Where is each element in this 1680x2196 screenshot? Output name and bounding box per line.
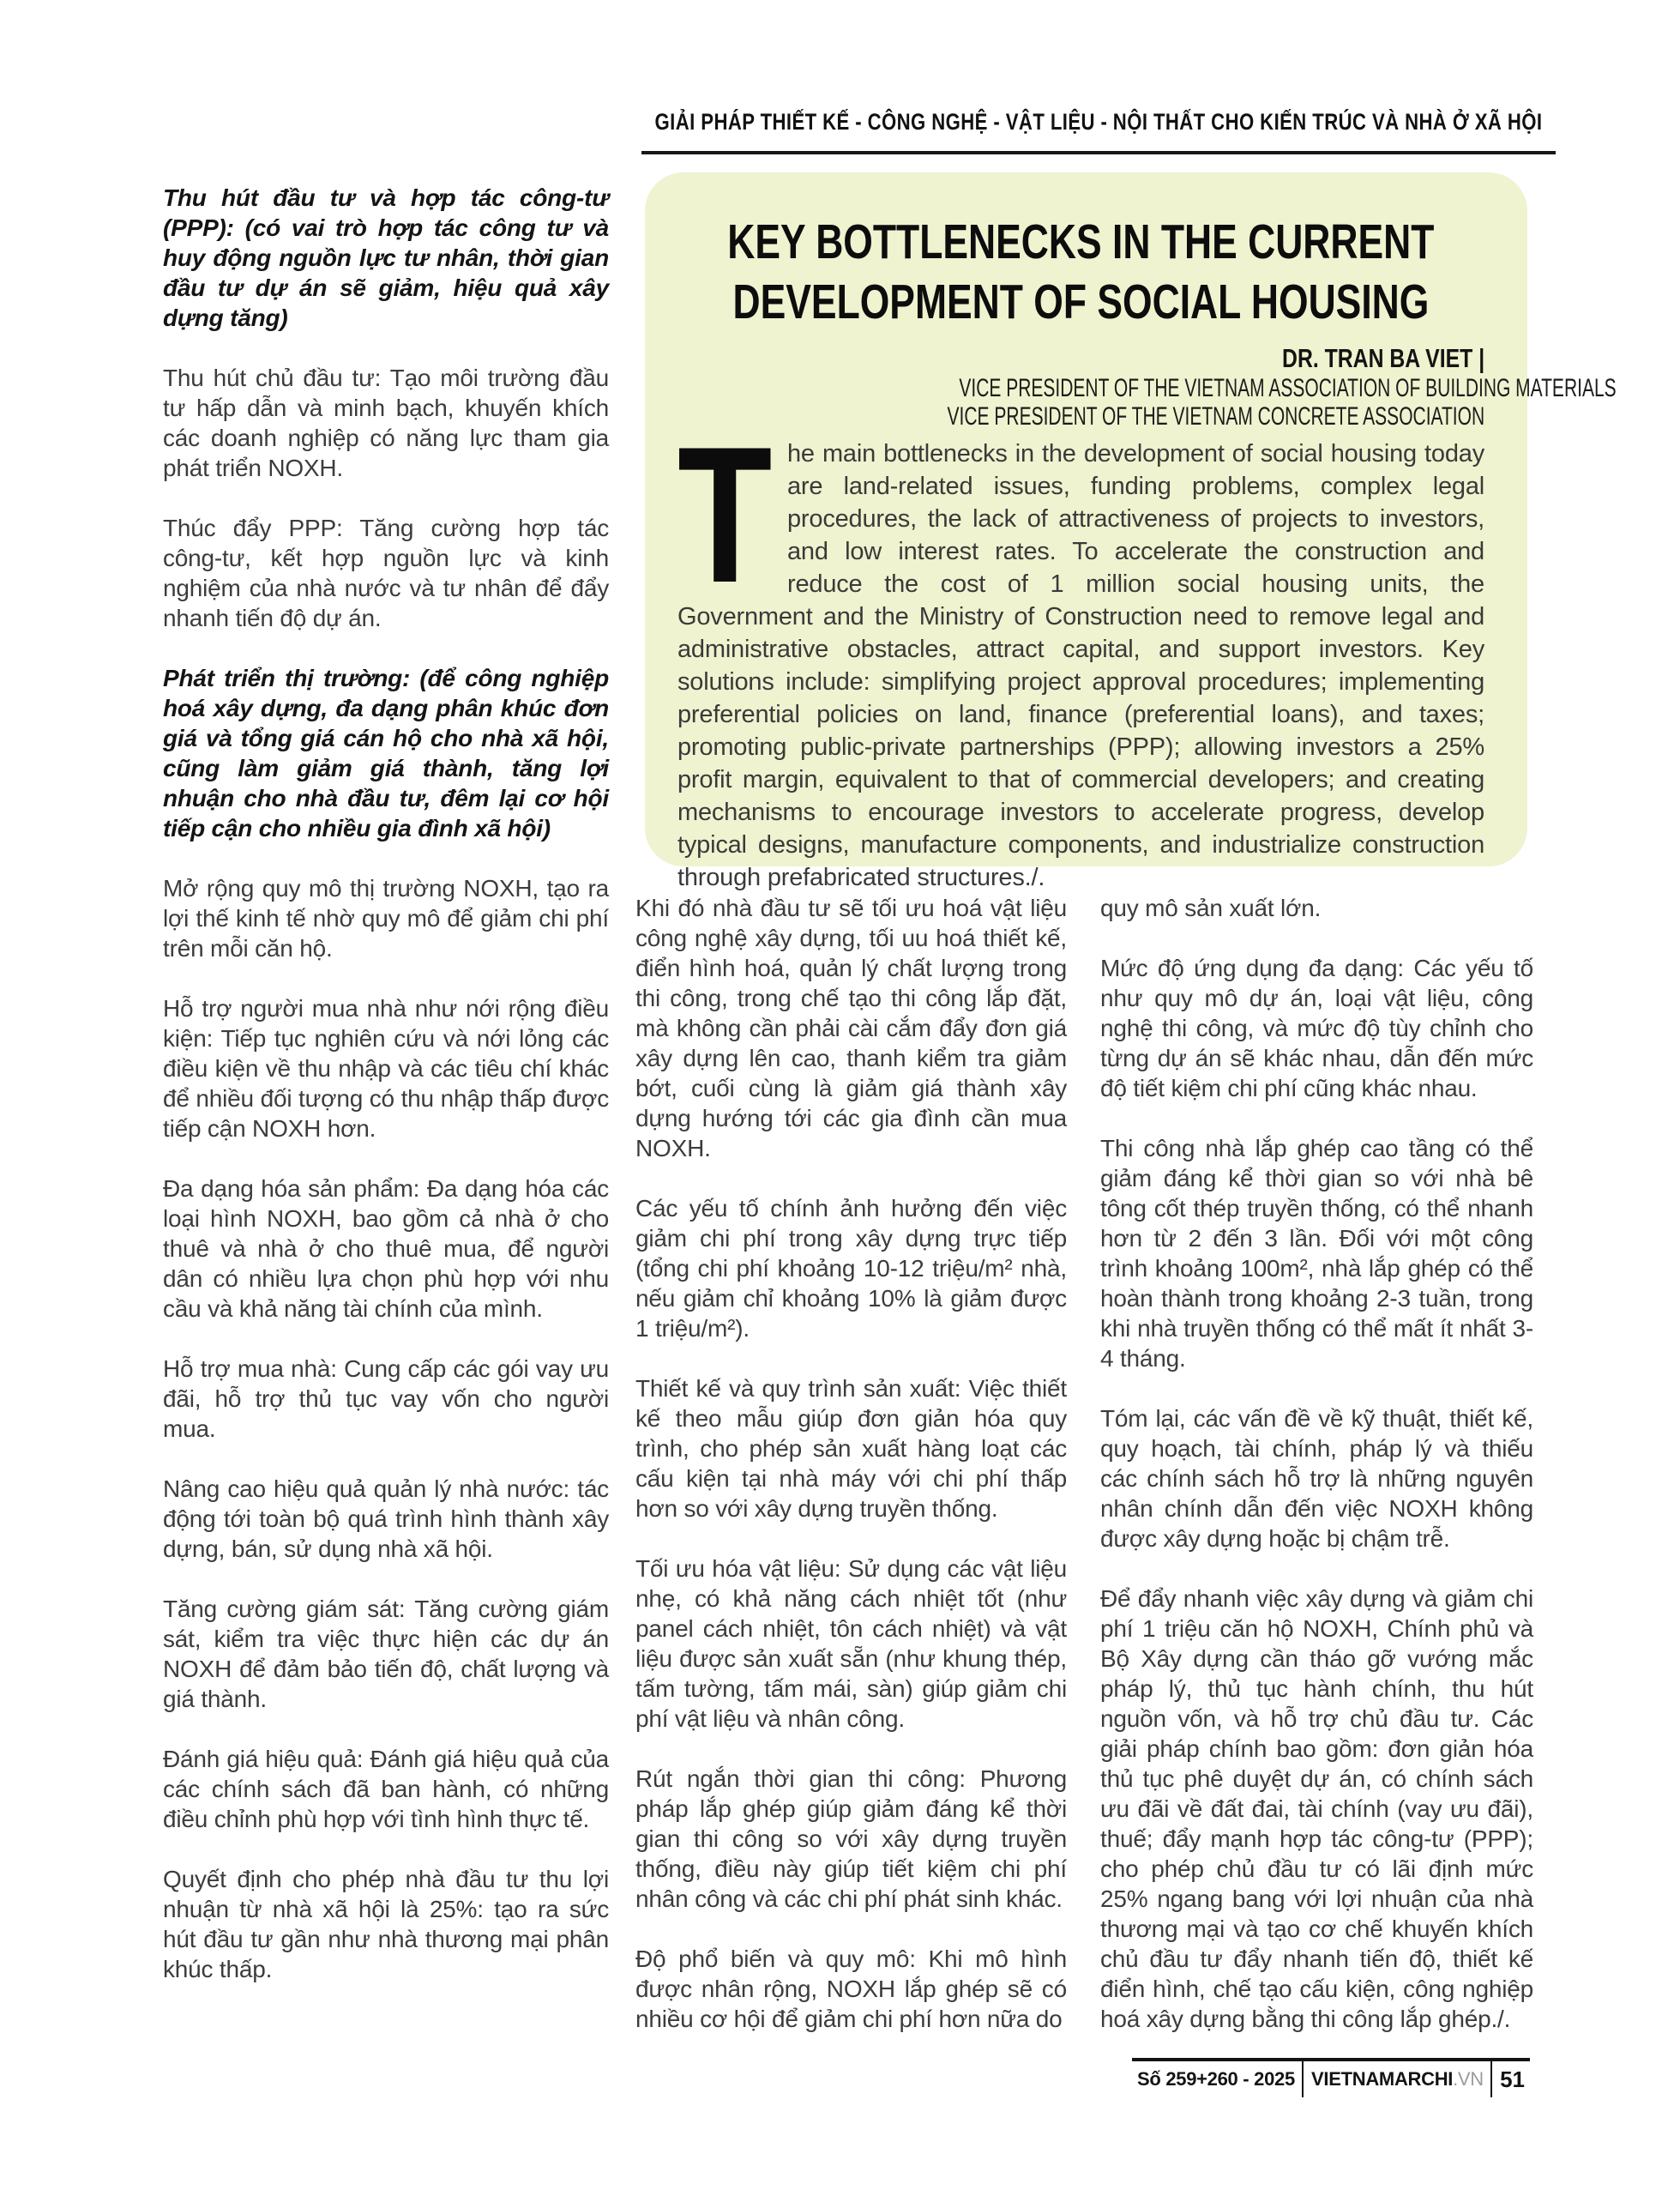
footer-site	[1311, 2068, 1484, 2090]
author-role-2	[677, 402, 1484, 431]
footer-site-name: VIETNAMARCHI	[1311, 2068, 1454, 2090]
article-title-line-2	[677, 272, 1484, 332]
paragraph: Hỗ trợ người mua nhà như nới rộng điều kiện: Tiếp tục nghiên cứu và nới lỏng các điều kiện về thu nhập và các tiêu chí khác để nhiều đối tượng có thu nhập thấp được tiếp cận NOXH hơn.	[163, 995, 609, 1142]
paragraph: Phát triển thị trường: (để công nghiệp hoá xây dựng, đa dạng phân khúc đơn giá và tổng giá cán hộ cho nhà xã hội, cũng làm giảm giá thành, tăng lợi nhuận cho nhà đầu tư, đêm lại cơ hội tiếp cận cho nhiều gia đình xã hội)	[163, 665, 609, 842]
paragraph: Khi đó nhà đầu tư sẽ tối ưu hoá vật liệu công nghệ xây dựng, tối uu hoá thiết kế, điển hình hoá, quản lý chất lượng trong thi công, trong chế tạo thi công lắp đặt, mà không cần phải cài cắm đẩy đơn giá xây dựng lên cao, thanh kiểm tra giảm bớt, cuối cùng là giảm giá thành xây dựng hướng tới các gia đình cần mua NOXH.	[635, 895, 1067, 1161]
author-name-text: DR. TRAN BA VIET |	[1281, 343, 1484, 373]
author-role-1	[677, 374, 1617, 402]
footer-page-number: 51	[1500, 2066, 1525, 2092]
article-title-text: KEY BOTTLENECKS IN THE CURRENT	[727, 214, 1435, 269]
author-role-text: VICE PRESIDENT OF THE VIETNAM ASSOCIATION OF BUILDING MATERIALS	[959, 374, 1617, 402]
footer-site-tld: .VN	[1453, 2068, 1484, 2090]
paragraph: Thu hút đầu tư và hợp tác công-tư (PPP): (có vai trò hợp tác công tư và huy động nguồn lực tư nhân, thời gian đầu tư dự án sẽ giảm, hiệu quả xây dựng tăng)	[163, 184, 609, 331]
abstract-box	[645, 172, 1617, 891]
footer-divider	[1490, 2061, 1492, 2097]
author-block	[677, 343, 1617, 431]
author-name	[677, 343, 1484, 374]
paragraph: Tăng cường giám sát: Tăng cường giám sát, kiểm tra việc thực hiện các dự án NOXH để đảm bảo tiến độ, chất lượng và giá thành.	[163, 1596, 609, 1712]
page-header	[641, 108, 1556, 154]
footer-divider	[1302, 2061, 1304, 2097]
page-header-title: GIẢI PHÁP THIẾT KẾ - CÔNG NGHỆ - VẬT LIỆU - NỘI THẤT CHO KIẾN TRÚC VÀ NHÀ Ở XÃ HỘI	[654, 109, 1543, 135]
paragraph: Thu hút chủ đầu tư: Tạo môi trường đầu tư hấp dẫn và minh bạch, khuyến khích các doanh nghiệp có năng lực tham gia phát triển NOXH.	[163, 365, 609, 481]
paragraph: Quyết định cho phép nhà đầu tư thu lợi nhuận từ nhà xã hội là 25%: tạo ra sức hút đầu tư gần như nhà thương mại phân khúc thấp.	[163, 1866, 609, 1982]
paragraph: Mức độ ứng dụng đa dạng: Các yếu tố như quy mô dự án, loại vật liệu, công nghệ thi công, và mức độ tùy chỉnh cho từng dự án sẽ khác nhau, dẫn đến mức độ tiết kiệm chi phí cũng khác nhau.	[1100, 955, 1533, 1101]
paragraph: Thúc đẩy PPP: Tăng cường hợp tác công-tư, kết hợp nguồn lực và kinh nghiệm của nhà nước và tư nhân để đẩy nhanh tiến độ dự án.	[163, 515, 609, 631]
paragraph: Thiết kế và quy trình sản xuất: Việc thiết kế theo mẫu giúp đơn giản hóa quy trình, cho phép sản xuất hàng loạt các cấu kiện tại nhà máy với chi phí thấp hơn so với xây dựng truyền thống.	[635, 1375, 1067, 1522]
paragraph: Tối ưu hóa vật liệu: Sử dụng các vật liệu nhẹ, có khả năng cách nhiệt tốt (như panel cách nhiệt, tôn cách nhiệt) và vật liệu được sản xuất sẵn (như khung thép, tấm tường, tấm mái, sàn) giúp giảm chi phí vật liệu và nhân công.	[635, 1555, 1067, 1732]
paragraph: Tóm lại, các vấn đề về kỹ thuật, thiết kế, quy hoạch, tài chính, pháp lý và thiếu các chính sách hỗ trợ là những nguyên nhân chính dẫn đến việc NOXH không được xây dựng hoặc bị chậm trễ.	[1100, 1405, 1533, 1552]
paragraph: Nâng cao hiệu quả quản lý nhà nước: tác động tới toàn bộ quá trình hình thành xây dựng, bán, sử dụng nhà xã hội.	[163, 1475, 609, 1562]
paragraph: Các yếu tố chính ảnh hưởng đến việc giảm chi phí trong xây dựng trực tiếp (tổng chi phí khoảng 10-12 triệu/m² nhà, nếu giảm chỉ khoảng 10% là giảm được 1 triệu/m²).	[635, 1195, 1067, 1342]
paragraph: Đa dạng hóa sản phẩm: Đa dạng hóa các loại hình NOXH, bao gồm cả nhà ở cho thuê và nhà ở cho thuê mua, để người dân có nhiều lựa chọn phù hợp với nhu cầu và khả năng tài chính của mình.	[163, 1175, 609, 1322]
paragraph: quy mô sản xuất lớn.	[1100, 895, 1322, 921]
article-title-text: DEVELOPMENT OF SOCIAL HOUSING	[732, 274, 1430, 329]
right-column	[1100, 893, 1533, 2064]
footer-issue: Số 259+260 - 2025	[1137, 2068, 1295, 2090]
paragraph: Hỗ trợ mua nhà: Cung cấp các gói vay ưu đãi, hỗ trợ thủ tục vay vốn cho người mua.	[163, 1355, 609, 1442]
middle-column	[635, 893, 1067, 2064]
paragraph: Mở rộng quy mô thị trường NOXH, tạo ra lợi thế kinh tế nhờ quy mô để giảm chi phí trên mỗi căn hộ.	[163, 875, 609, 962]
article-title-line-1	[677, 212, 1484, 272]
abstract-text: he main bottlenecks in the development of social housing today are land-related issues, funding problems, complex legal procedures, the lack of attractiveness of projects to investors, and low interest rates. To accelerate the construction and reduce the cost of 1 million social housing units, the Government and the Ministry of Construction need to remove legal and administrative obstacles, attract capital, and support investors. Key solutions include: simplifying project approval procedures; implementing preferential policies on land, finance (preferential loans), and taxes; promoting public-private partnerships (PPP); allowing investors a 25% profit margin, equivalent to that of commercial developers; and creating mechanisms to encourage investors to accelerate progress, develop typical designs, manufacture components, and industrialize construction through prefabricated structures./.	[677, 440, 1484, 891]
paragraph: Để đẩy nhanh việc xây dựng và giảm chi phí 1 triệu căn hộ NOXH, Chính phủ và Bộ Xây dựng cần tháo gỡ vướng mắc pháp lý, thủ tục hành chính, thu hút nguồn vốn, và hỗ trợ chủ đầu tư. Các giải pháp chính bao gồm: đơn giản hóa thủ tục phê duyệt dự án, có chính sách ưu đãi về đất đai, tài chính (vay ưu đãi), thuế; đẩy mạnh hợp tác công-tư (PPP); cho phép chủ đầu tư có lãi định mức 25% ngang bang với lợi nhuận của nhà thương mại và tạo cơ chế khuyến khích chủ đầu tư đẩy nhanh tiến độ, thiết kế điển hình, chế tạo cấu kiện, công nghiệp hoá xây dựng bằng thi công lắp ghép./.	[1100, 1585, 1533, 2032]
paragraph: Thi công nhà lắp ghép cao tầng có thể giảm đáng kể thời gian so với nhà bê tông cốt thép truyền thống, có thể nhanh hơn từ 2 đến 3 lần. Đối với một công trình khoảng 100m², nhà lắp ghép có thể hoàn thành trong khoảng 2-3 tuần, trong khi nhà truyền thống có thể mất ít nhất 3-4 tháng.	[1100, 1135, 1533, 1372]
page-footer	[1132, 2058, 1530, 2097]
drop-cap	[677, 406, 774, 623]
paragraph: Đánh giá hiệu quả: Đánh giá hiệu quả của các chính sách đã ban hành, có những điều chỉnh phù hợp với tình hình thực tế.	[163, 1746, 609, 1832]
article-title	[677, 212, 1484, 332]
author-role-text: VICE PRESIDENT OF THE VIETNAM CONCRETE ASSOCIATION	[947, 402, 1484, 431]
paragraph: Rút ngắn thời gian thi công: Phương pháp lắp ghép giúp giảm đáng kể thời gian thi công so với xây dựng truyền thống, điều này giúp tiết kiệm chi phí nhân công và các chi phí phát sinh khác.	[635, 1765, 1067, 1912]
left-column	[163, 183, 609, 2014]
paragraph: Độ phổ biến và quy mô: Khi mô hình được nhân rộng, NOXH lắp ghép sẽ có nhiều cơ hội để giảm chi phí hơn nữa do	[635, 1946, 1067, 2032]
drop-cap-letter: T	[677, 406, 773, 623]
